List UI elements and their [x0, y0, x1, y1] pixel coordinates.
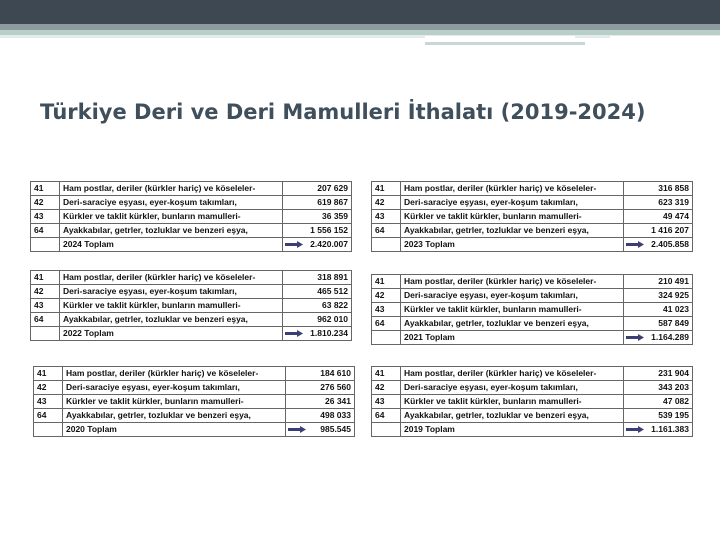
table-row: 64 Ayakkabılar, getrler, tozluklar ve benzeri eşya, 539 195 — [372, 409, 693, 423]
total-row: 2023 Toplam 2.405.858 — [372, 238, 693, 252]
import-table-2020 — [33, 366, 355, 437]
header-bar-dark — [0, 0, 720, 24]
total-row: 2020 Toplam 985.545 — [34, 423, 355, 437]
total-value: 985.545 — [320, 424, 351, 434]
table-row: 43 Kürkler ve taklit kürkler, bunların mamulleri- 63 822 — [31, 299, 352, 313]
slide-title: Türkiye Deri ve Deri Mamulleri İthalatı (2019-2024) — [40, 100, 646, 124]
table-row: 41 Ham postlar, deriler (kürkler hariç) ve köseleler- 210 491 — [372, 275, 693, 289]
table-row: 64 Ayakkabılar, getrler, tozluklar ve benzeri eşya, 587 849 — [372, 317, 693, 331]
total-value: 1.164.289 — [651, 332, 689, 342]
total-row: 2021 Toplam 1.164.289 — [372, 331, 693, 345]
arrow-right-icon — [626, 426, 644, 433]
table-row: 41 Ham postlar, deriler (kürkler hariç) ve köseleler- 318 891 — [31, 271, 352, 285]
table-row: 43 Kürkler ve taklit kürkler, bunların mamulleri- 26 341 — [34, 395, 355, 409]
table-row: 42 Deri-saraciye eşyası, eyer-koşum takımları, 619 867 — [31, 196, 352, 210]
table-row: 42 Deri-saraciye eşyası, eyer-koşum takımları, 623 319 — [372, 196, 693, 210]
header-accent-line — [425, 36, 575, 41]
total-row: 2022 Toplam 1.810.234 — [31, 327, 352, 341]
table-row: 41 Ham postlar, deriler (kürkler hariç) ve köseleler- 316 858 — [372, 182, 693, 196]
table-row: 43 Kürkler ve taklit kürkler, bunların mamulleri- 47 082 — [372, 395, 693, 409]
table-row: 43 Kürkler ve taklit kürkler, bunların mamulleri- 36 359 — [31, 210, 352, 224]
table-row: 41 Ham postlar, deriler (kürkler hariç) ve köseleler- 207 629 — [31, 182, 352, 196]
total-value: 1.161.383 — [651, 424, 689, 434]
header-accent-line — [610, 36, 720, 41]
table-row: 64 Ayakkabılar, getrler, tozluklar ve benzeri eşya, 962 010 — [31, 313, 352, 327]
arrow-right-icon — [288, 426, 306, 433]
table-row: 43 Kürkler ve taklit kürkler, bunların mamulleri- 49 474 — [372, 210, 693, 224]
arrow-right-icon — [626, 334, 644, 341]
table-row: 64 Ayakkabılar, getrler, tozluklar ve benzeri eşya, 498 033 — [34, 409, 355, 423]
table-row: 64 Ayakkabılar, getrler, tozluklar ve benzeri eşya, 1 556 152 — [31, 224, 352, 238]
table-row: 64 Ayakkabılar, getrler, tozluklar ve benzeri eşya, 1 416 207 — [372, 224, 693, 238]
import-table-2021 — [371, 274, 693, 345]
total-value: 1.810.234 — [310, 328, 348, 338]
arrow-right-icon — [285, 330, 303, 337]
table-row: 42 Deri-saraciye eşyası, eyer-koşum takımları, 343 203 — [372, 381, 693, 395]
arrow-right-icon — [285, 241, 303, 248]
header-accent-line — [425, 42, 585, 45]
arrow-right-icon — [626, 241, 644, 248]
table-row: 42 Deri-saraciye eşyası, eyer-koşum takımları, 465 512 — [31, 285, 352, 299]
import-table-2019 — [371, 366, 693, 437]
table-row: 41 Ham postlar, deriler (kürkler hariç) ve köseleler- 231 904 — [372, 367, 693, 381]
table-row: 41 Ham postlar, deriler (kürkler hariç) ve köseleler- 184 610 — [34, 367, 355, 381]
total-value: 2.420.007 — [310, 239, 348, 249]
total-row: 2019 Toplam 1.161.383 — [372, 423, 693, 437]
total-row: 2024 Toplam 2.420.007 — [31, 238, 352, 252]
import-table-2022 — [30, 270, 352, 341]
import-table-2023 — [371, 181, 693, 252]
table-row: 43 Kürkler ve taklit kürkler, bunların mamulleri- 41 023 — [372, 303, 693, 317]
table-row: 42 Deri-saraciye eşyası, eyer-koşum takımları, 276 560 — [34, 381, 355, 395]
import-table-2024 — [30, 181, 352, 252]
total-value: 2.405.858 — [651, 239, 689, 249]
table-row: 42 Deri-saraciye eşyası, eyer-koşum takımları, 324 925 — [372, 289, 693, 303]
